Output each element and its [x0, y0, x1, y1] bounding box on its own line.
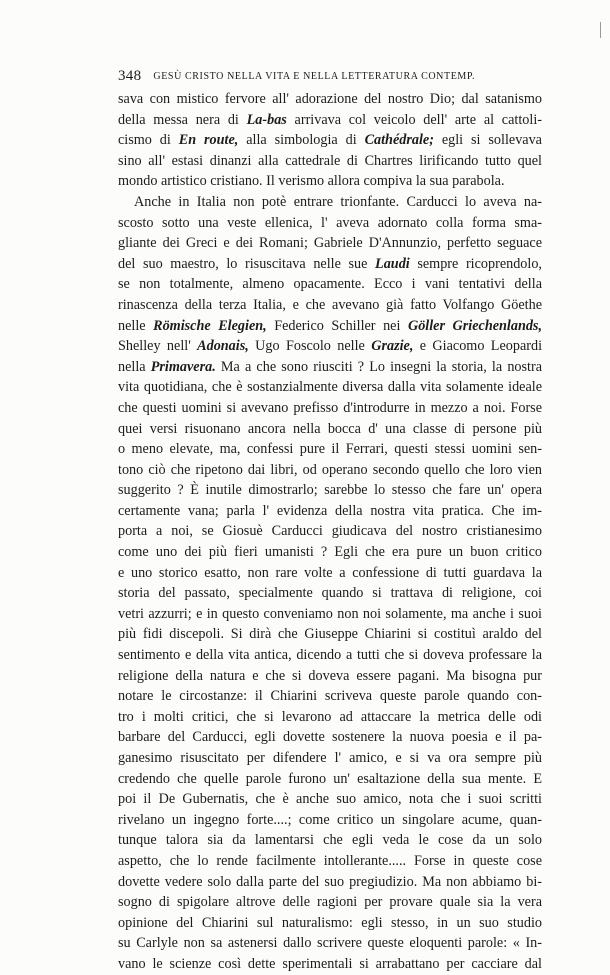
- text-run: suggerito ? È inutile dimostrarlo; sarebbe lo stesso che fare un' opera: [118, 482, 542, 499]
- italic-title: Laudi: [375, 255, 410, 272]
- text-run: Ugo Foscolo nelle: [248, 338, 372, 355]
- text-line: [118, 913, 542, 934]
- text-run: vetri azzurri; e in questo conveniamo non noi solamente, ma anche i suoi: [118, 605, 542, 622]
- text-run: della messa nera di: [118, 111, 247, 128]
- text-run: più fidi discepoli. Si dirà che Giuseppe Chiarini si costituì araldo del: [118, 626, 542, 643]
- text-line: [118, 810, 542, 831]
- text-run: come uno dei più fieri umanisti ? Egli che era pure un buon critico: [118, 544, 542, 561]
- text-line: [118, 213, 542, 234]
- italic-title: En route,: [178, 132, 239, 149]
- text-line: [118, 954, 542, 975]
- text-run: sino all' estasi dinanzi alla cattedrale di Chartres lirificando tutto quel: [118, 152, 542, 169]
- text-line: [118, 295, 542, 316]
- text-run: se non totalmente, almeno opacamente. Ecco i vani tentativi della: [118, 276, 542, 293]
- text-run: Ma a che sono riusciti ? Lo insegni la storia, la nostra: [215, 358, 542, 375]
- text-line: [118, 645, 542, 666]
- text-run: scosto sotto una veste ellenica, l' aveva adornato colla forma sma-: [118, 214, 542, 231]
- italic-title: Grazie,: [371, 338, 414, 355]
- text-line: [118, 933, 542, 954]
- text-line: [118, 89, 542, 110]
- text-run: egli si sollevava: [433, 132, 542, 149]
- text-line: [118, 769, 542, 790]
- text-run: religione della natura e che si doveva essere pagani. Ma bisogna pur: [118, 667, 542, 684]
- scan-edge-mark: [600, 22, 601, 38]
- text-run: tono ciò che ripetono dai libri, od operano secondo quello che loro vien: [118, 461, 542, 478]
- text-run: nella: [118, 358, 151, 375]
- text-run: rivelano un ingegno forte....; come critico un singolare acume, quan-: [118, 811, 542, 828]
- text-line: [118, 521, 542, 542]
- page-header: [118, 67, 538, 85]
- italic-title: Primavera.: [150, 358, 216, 375]
- text-line: [118, 542, 542, 563]
- body-text: [118, 89, 542, 975]
- italic-title: Göller Griechenlands,: [407, 317, 542, 334]
- italic-title: Römische Elegien,: [153, 317, 267, 334]
- text-line: [118, 316, 542, 337]
- text-run: tro i molti critici, che si levarono ad attaccare la metrica delle odi: [118, 708, 542, 725]
- text-line: [118, 583, 542, 604]
- text-line: [118, 171, 542, 192]
- text-line: [118, 130, 542, 151]
- text-run: notare le circostanze: il Chiarini scriveva queste parole quando con-: [118, 688, 542, 705]
- text-run: o meno elevate, ma, confessi pure il Ferrari, questi stessi uomini sen-: [118, 441, 542, 458]
- text-run: aspetto, che lo rende facilmente intollerante..... Forse in queste cose: [118, 852, 542, 869]
- text-run: certamente vana; parla l' evidenza della nostra vita pratica. Che im-: [118, 502, 542, 519]
- text-run: rinascenza della terza Italia, e che avevano già fatto Volfango Göethe: [118, 296, 542, 313]
- text-line: [118, 151, 542, 172]
- text-run: quei versi risuonano ancora nella bocca d' una classe di persone più: [118, 420, 542, 437]
- text-run: cismo di: [118, 132, 179, 149]
- text-line: [118, 233, 542, 254]
- text-run: Federico Schiller nei: [266, 317, 408, 334]
- text-line: [118, 501, 542, 522]
- text-line: [118, 336, 542, 357]
- text-run: Anche in Italia non potè entrare trionfante. Carducci lo aveva na-: [134, 193, 542, 210]
- text-line: [118, 892, 542, 913]
- text-line: [118, 624, 542, 645]
- text-run: porta a noi, se Giosuè Carducci giudicava del nostro cristianesimo: [118, 523, 542, 540]
- text-run: dovette vedere solo dalla parte del suo pregiudizio. Ma non abbiamo bi-: [118, 873, 542, 890]
- text-line: [118, 357, 542, 378]
- text-run: vita quotidiana, che è sostanzialmente diversa dalla vita solamente ideale: [118, 379, 542, 396]
- text-run: tunque talora sia da lamentarsi che egli veda le cose da un solo: [118, 832, 542, 849]
- text-line: [118, 872, 542, 893]
- text-line: [118, 419, 542, 440]
- text-run: gliante dei Greci e dei Romani; Gabriele D'Annunzio, perfetto seguace: [118, 235, 542, 252]
- text-run: e Giacomo Leopardi: [413, 338, 542, 355]
- text-run: storia del passato, specialmente quando si trattava di religione, coi: [118, 585, 542, 602]
- text-line: [118, 398, 542, 419]
- text-line: [118, 439, 542, 460]
- text-run: ganesimo risuscitato per difendere l' amico, e si va ora sempre più: [118, 750, 542, 766]
- text-line: [118, 192, 542, 213]
- text-run: alla simbologia di: [238, 132, 365, 149]
- text-run: e uno storico esatto, non rare volte a confessione di tutti guardava la: [118, 564, 542, 581]
- text-run: sava con mistico fervore all' adorazione del nostro Dio; dal satanismo: [118, 91, 542, 107]
- text-line: [118, 686, 542, 707]
- text-line: [118, 563, 542, 584]
- text-run: sempre ricoprendolo,: [409, 255, 542, 272]
- text-run: sentimento e della vita antica, dicendo a tutti che si doveva professare la: [118, 647, 542, 664]
- text-line: [118, 707, 542, 728]
- text-line: [118, 254, 542, 275]
- text-line: [118, 748, 542, 769]
- italic-title: La-bas: [246, 111, 287, 128]
- running-title: GESÙ CRISTO NELLA VITA E NELLA LETTERATURA CONTEMP.: [153, 71, 476, 82]
- text-line: [118, 274, 542, 295]
- text-run: barbare del Carducci, egli dovette sostenere la nuova poesia e il pa-: [118, 729, 542, 746]
- text-line: [118, 789, 542, 810]
- text-line: [118, 666, 542, 687]
- text-line: [118, 377, 542, 398]
- text-run: del suo maestro, lo risuscitava nelle sue: [118, 255, 376, 272]
- italic-title: Adonais,: [197, 338, 249, 355]
- italic-title: Cathédrale;: [364, 132, 434, 149]
- text-run: Shelley nell': [118, 338, 198, 355]
- text-run: poi il De Gubernatis, che è anche suo amico, nota che i suoi scritti: [118, 791, 542, 808]
- text-run: credendo che quelle parole furono un' esaltazione della sua mente. E: [118, 770, 542, 787]
- text-line: [118, 830, 542, 851]
- text-line: [118, 604, 542, 625]
- text-run: vano le scienze così dette sperimentali si arrabattano per cacciare dal: [118, 955, 542, 972]
- text-run: arrivava col veicolo dell' arte al cattoli-: [286, 111, 542, 128]
- text-run: sogno di spigolare altrove delle ragioni per provare quale sia la vera: [118, 894, 542, 911]
- text-line: [118, 480, 542, 501]
- text-line: [118, 460, 542, 481]
- text-run: nelle: [118, 317, 154, 334]
- text-line: [118, 727, 542, 748]
- page-number: 348: [118, 68, 142, 84]
- text-run: opinione del Chiarini sul naturalismo: egli stesso, in un suo studio: [118, 914, 542, 931]
- text-run: che questi uomini si avevano prefisso d'introdurre in mezzo a noi. Forse: [118, 399, 542, 416]
- text-line: [118, 110, 542, 131]
- text-run: su Carlyle non sa astenersi dallo scrivere queste eloquenti parole: « In-: [118, 935, 542, 952]
- text-run: mondo artistico cristiano. Il verismo allora compiva la sua parabola.: [118, 173, 505, 190]
- text-line: [118, 851, 542, 872]
